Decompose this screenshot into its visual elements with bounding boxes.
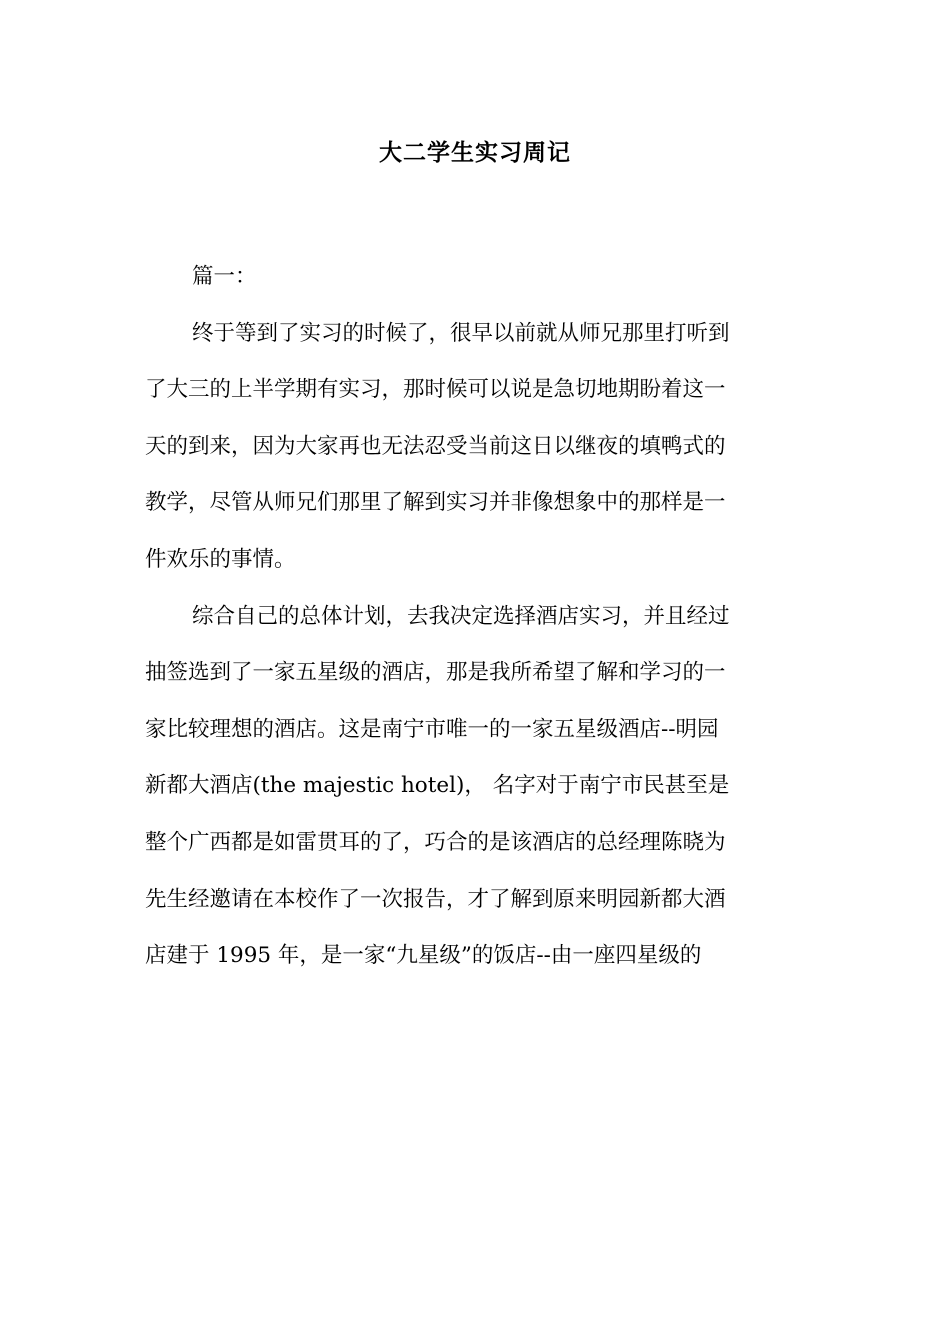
text-line: 教学，尽管从师兄们那里了解到实习并非像想象中的那样是一 bbox=[145, 490, 726, 516]
text-line: 综合自己的总体计划，去我决定选择酒店实习，并且经过 bbox=[192, 603, 730, 629]
text-line: 终于等到了实习的时候了，很早以前就从师兄那里打听到 bbox=[192, 320, 730, 346]
text-line: 件欢乐的事情。 bbox=[145, 546, 296, 572]
text-line: 了大三的上半学期有实习，那时候可以说是急切地期盼着这一 bbox=[145, 377, 726, 403]
text-line: 抽签选到了一家五星级的酒店，那是我所希望了解和学习的一 bbox=[145, 660, 726, 686]
text-line: 整个广西都是如雷贯耳的了，巧合的是该酒店的总经理陈晓为 bbox=[145, 829, 726, 855]
text-line: 店建于 1995 年，是一家“九星级”的饭店--由一座四星级的 bbox=[145, 943, 702, 969]
text-line: 篇一： bbox=[192, 264, 257, 289]
document-body bbox=[145, 255, 807, 991]
document-title: 大二学生实习周记 bbox=[379, 139, 571, 166]
text-line: 天的到来，因为大家再也无法忍受当前这日以继夜的填鸭式的 bbox=[145, 433, 726, 459]
text-line: 家比较理想的酒店。这是南宁市唯一的一家五星级酒店--明园 bbox=[145, 716, 719, 742]
text-line: 新都大酒店(the majestic hotel)， 名字对于南宁市民甚至是 bbox=[145, 773, 730, 799]
text-line: 先生经邀请在本校作了一次报告，才了解到原来明园新都大酒 bbox=[145, 886, 726, 912]
